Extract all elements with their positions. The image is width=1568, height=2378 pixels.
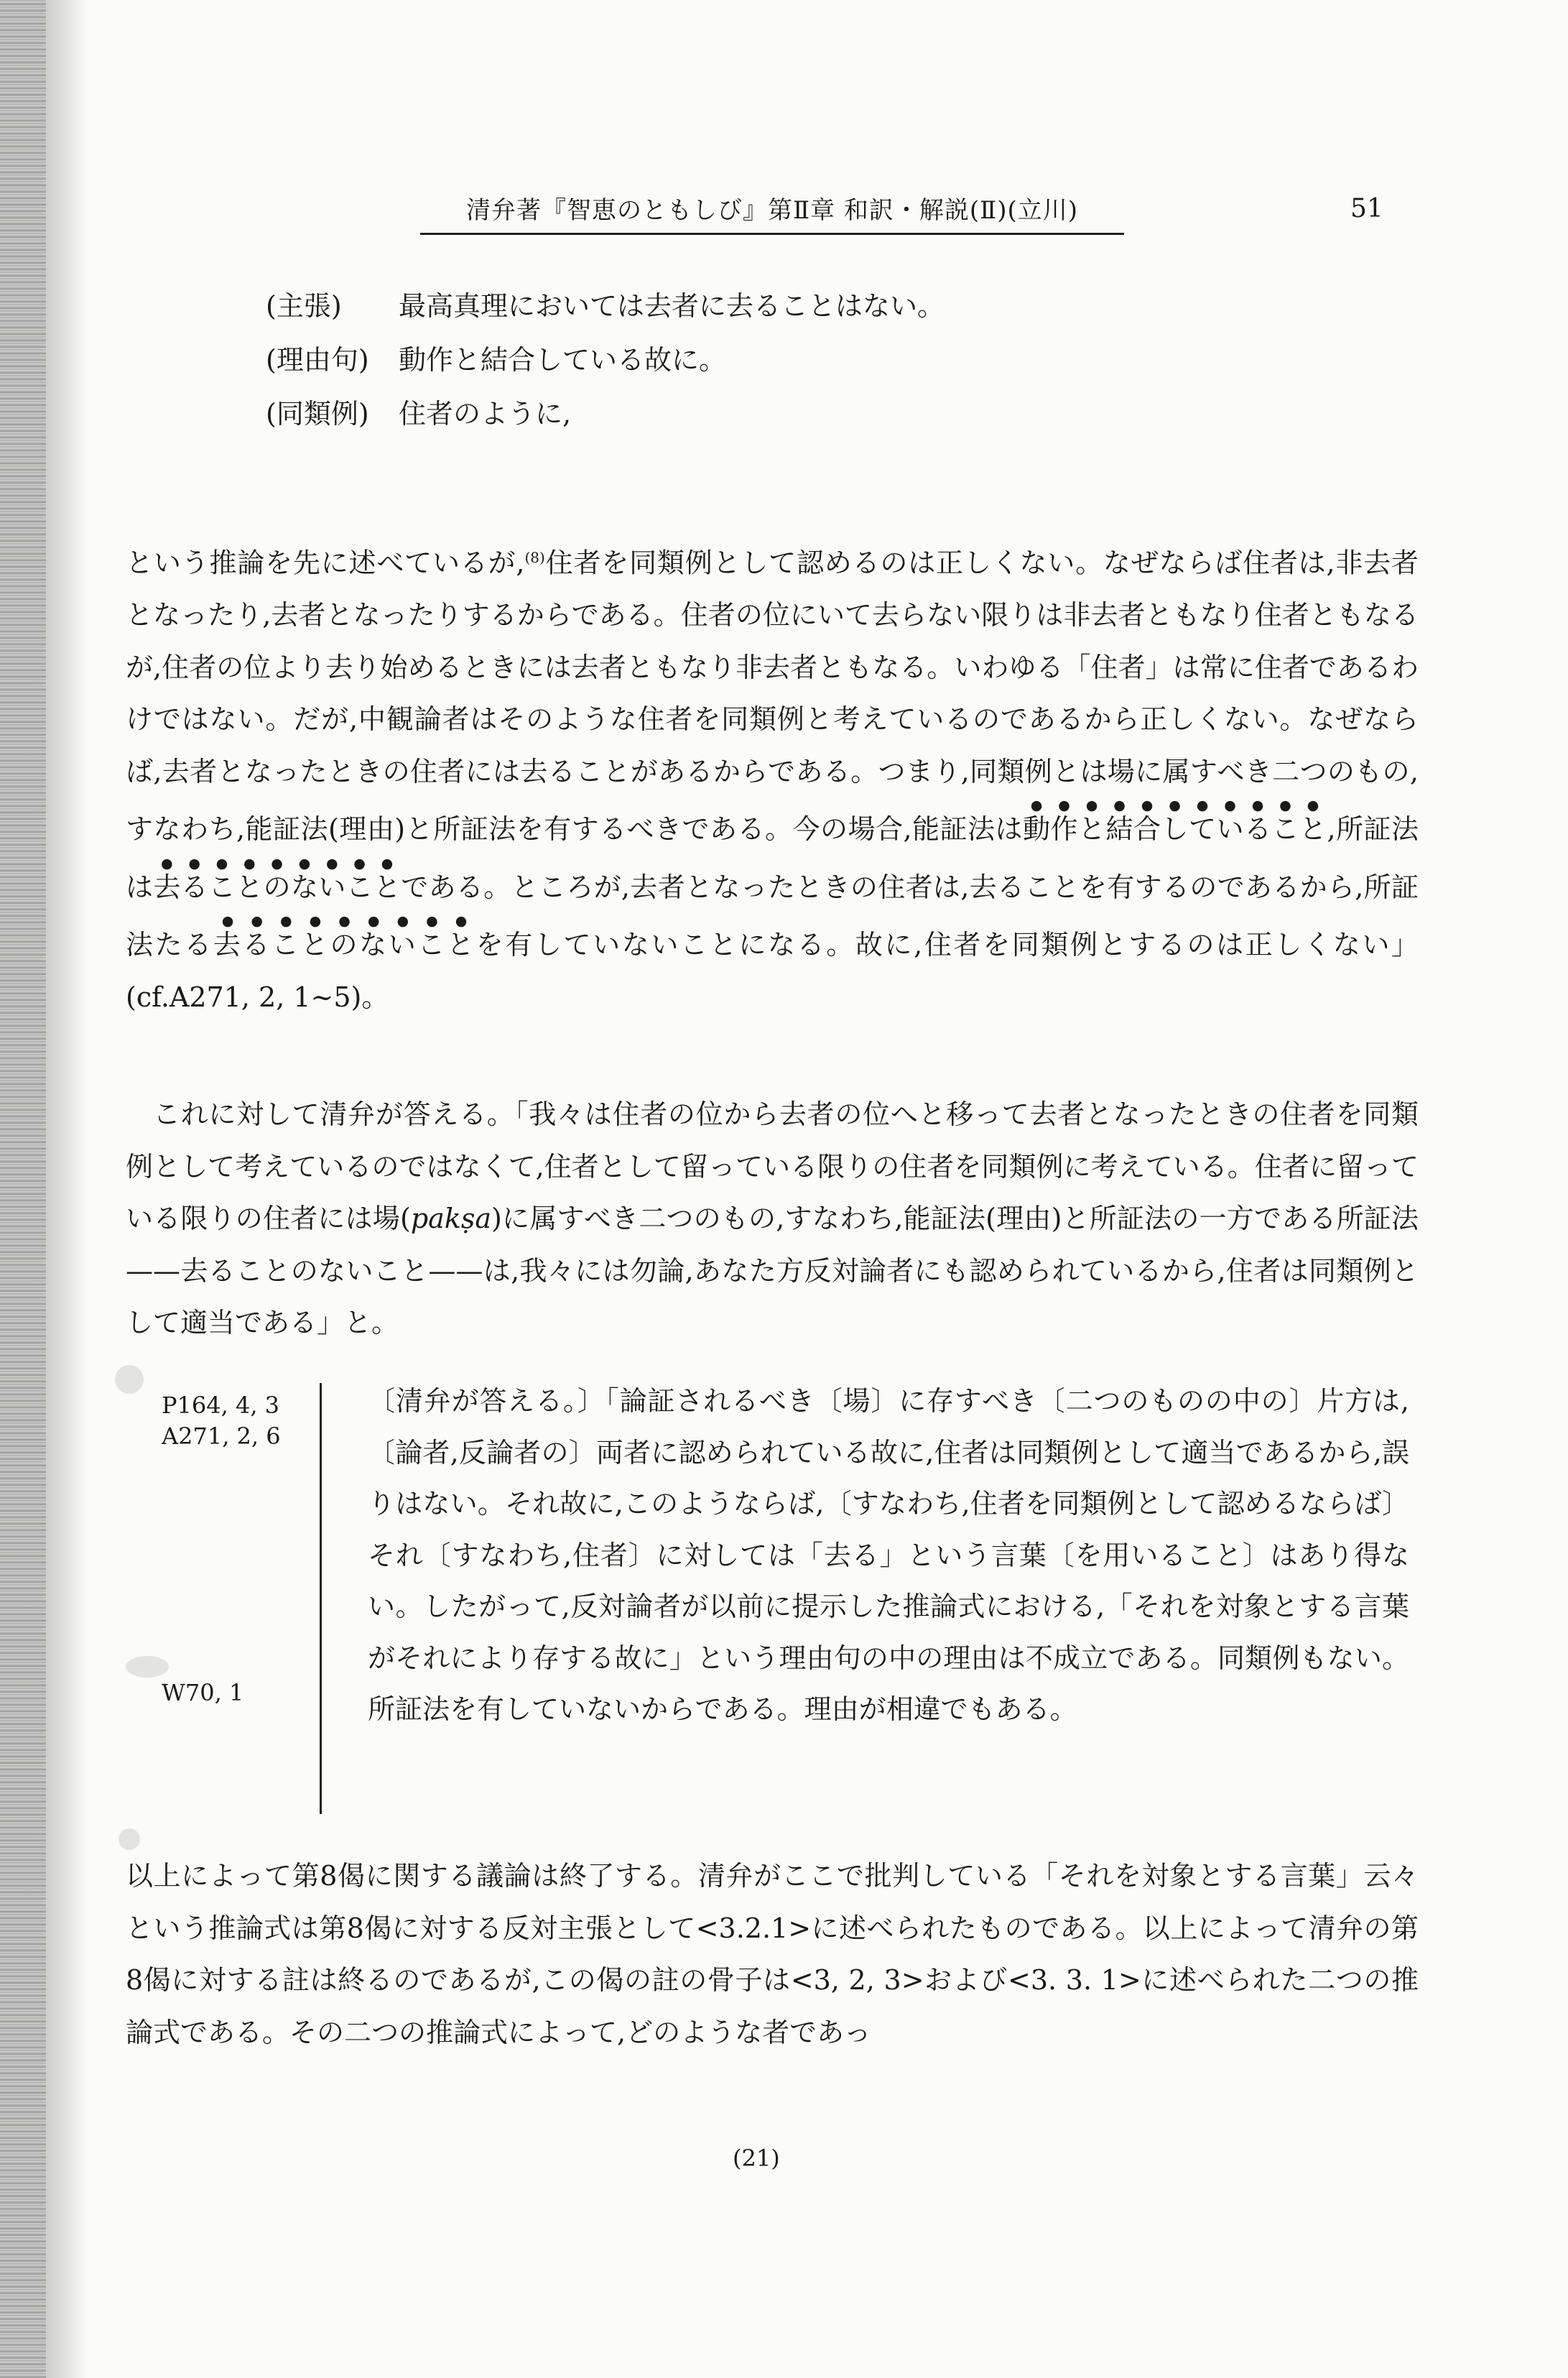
claim-text: 最高真理においては去者に去ることはない。 bbox=[399, 290, 945, 322]
paragraph-response: これに対して清弁が答える。「我々は住者の位から去者の位へと移って去者となったときの住者を同類例として考えているのではなくて,住者として留っている限りの住者を同類例に考えている。住者に留っている限りの住者には場(pakṣa)に属すべき二つのもの,すなわち,能証法(理由)と所証法の一方である所証法——去ることのないこと——は,我々には勿論,あなた方反対論者にも認められているから,住者は同類例として適当である」と。 bbox=[126, 1098, 1419, 1338]
scan-edge-shadow bbox=[0, 0, 46, 2378]
claim-label: (主張) bbox=[266, 290, 342, 322]
translation-block: 〔清弁が答える。〕「論証されるべき〔場〕に存すべき〔二つのものの中の〕片方は,〔論者,反論者の〕両者に認められている故に,住者は同類例として適当であるから,誤りはない。それ故に,このようならば,〔すなわち,住者を同類例として認めるならば〕それ〔すなわち,住者〕に対しては「去る」という言葉〔を用いること〕はあり得ない。したがって,反対論者が以前に提示した推論式における,「それを対象とする言葉がそれにより存する故に」という理由句の中の理由は不成立である。同類例もない。所証法を有していないからである。理由が相違でもある。 bbox=[368, 1385, 1409, 1725]
claim-row bbox=[266, 284, 945, 323]
emphasized-text: ないこと bbox=[359, 929, 476, 961]
claim-row bbox=[266, 392, 571, 431]
block-rule bbox=[320, 1383, 322, 1814]
paragraph-critique: という推論を先に述べているが,$^{(8)}$住者を同類例として認めるのは正しくない。なぜならば住者は,非去者となったり,去者となったりするからである。住者の位にいて去らない限りは非去者ともなり住者ともなるが,住者の位より去り始めるときには去者ともなり非去者ともなる。いわゆる「住者」は常に住者であるわけではない。だが,中観論者はそのような住者を同類例と考えているのであるから正しくない。なぜならば,去者となったときの住者には去ることがあるからである。つまり,同類例とは場に属すべき二つのもの,すなわち,能証法(理由)と所証法を有するべきである。今の場合,能証法は動作と結合していること,所証法は去ることのないことである。ところが,去者となったときの住者は,去ることを有するのであるから,所証法たる去ることのないことを有していないことになる。故に,住者を同類例とするのは正しくない」(cf.A271, 2, 1~5)。 bbox=[126, 547, 1419, 1013]
margin-ref: P164, 4, 3 bbox=[162, 1392, 280, 1419]
claim-label: (同類例) bbox=[266, 398, 369, 430]
emphasized-text: 去ることの bbox=[213, 929, 360, 961]
claim-label: (理由句) bbox=[266, 344, 369, 376]
note-marker: (8) bbox=[524, 549, 545, 566]
running-header: 清弁著『智恵のともしび』第Ⅱ章 和訳・解説(Ⅱ)(立川) bbox=[420, 190, 1124, 235]
claim-text: 住者のように, bbox=[399, 398, 572, 430]
scan-edge-gradient bbox=[46, 0, 89, 2378]
footer-page-number: (21) bbox=[733, 2145, 780, 2172]
scan-smudge bbox=[119, 1828, 140, 1850]
page-number: 51 bbox=[1350, 194, 1383, 223]
emphasized-text: 動作と結合していること bbox=[1023, 813, 1327, 846]
emphasized-text: 去ることのないこと bbox=[153, 871, 402, 903]
paragraph-summary: 以上によって第8偈に関する議論は終了する。清弁がここで批判している「それを対象とする言葉」云々という推論式は第8偈に対する反対主張として<3.2.1>に述べられたものである。以上によって清弁の第8偈に対する註は終るのであるが,この偈の註の骨子は<3, 2, 3>および<3. 3. 1>に述べられた二つの推論式である。その二つの推論式によって,どのような者であっ bbox=[126, 1860, 1419, 2048]
claim-row bbox=[266, 338, 726, 377]
scan-smudge bbox=[115, 1365, 144, 1394]
sanskrit-term: pakṣa bbox=[410, 1203, 491, 1234]
claim-text: 動作と結合している故に。 bbox=[399, 344, 727, 376]
scan-smudge bbox=[126, 1656, 169, 1678]
margin-ref: W70, 1 bbox=[162, 1679, 244, 1706]
margin-ref: A271, 2, 6 bbox=[162, 1422, 281, 1450]
